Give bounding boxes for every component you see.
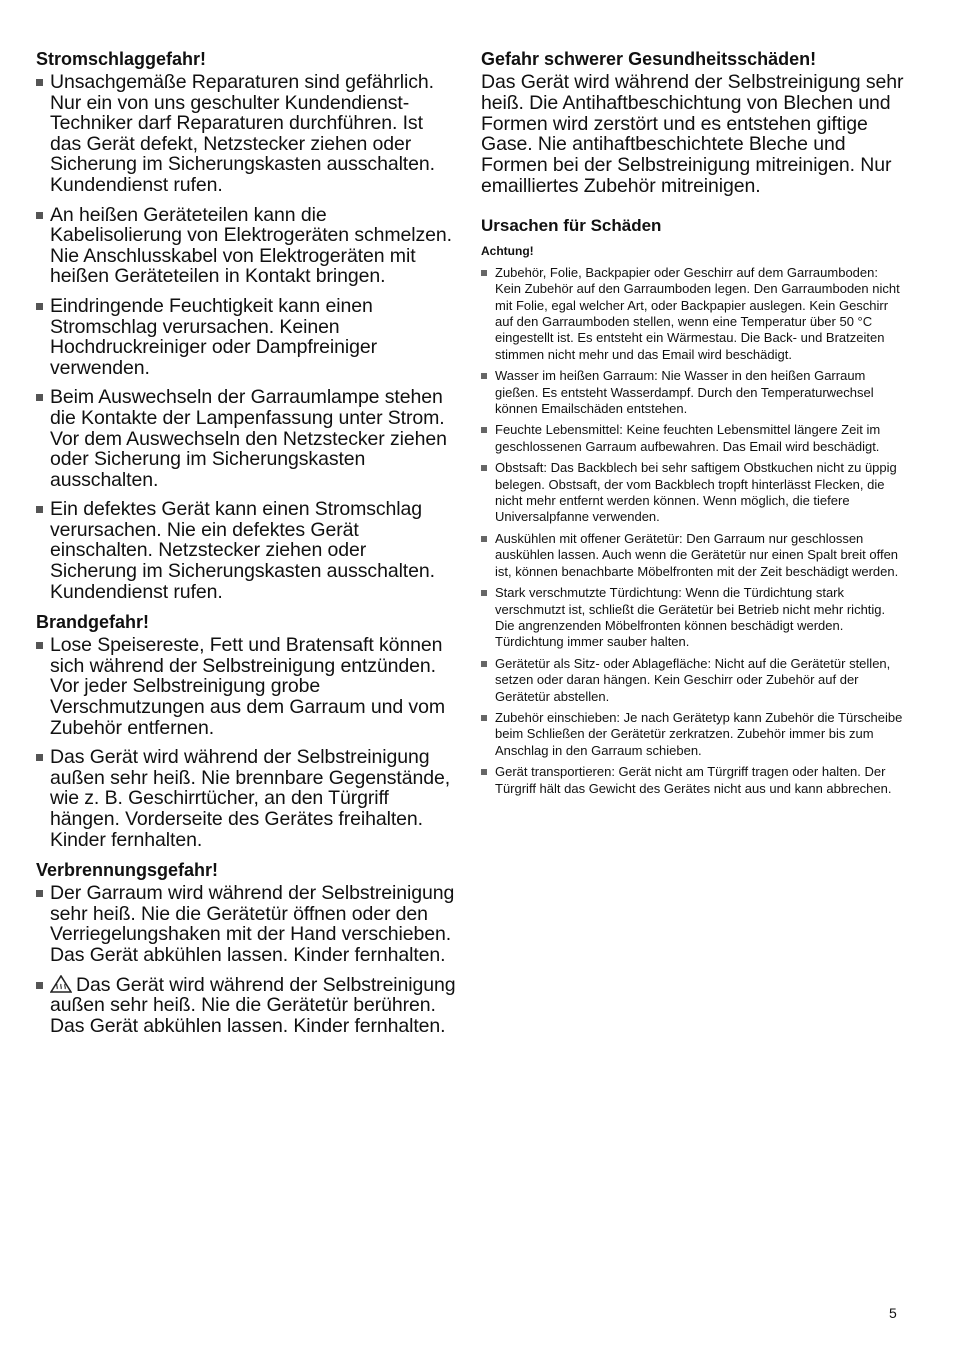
health-hazard-paragraph: Das Gerät wird während der Selbstreinigung sehr heiß. Die Antihaftbeschichtung von Blechen und Formen wird zerstört und es entstehen giftige Gase. Nie antihaftbeschichtete Bleche und Formen bei der Selbstreinigung mitreinigen. Nur emailliertes Zubehör mitreinigen. [481, 71, 904, 197]
list-item: Stark verschmutzte Türdichtung: Wenn die Türdichtung stark verschmutzt ist, schließt die Gerätetür bei Betrieb nicht mehr richtig. Die angrenzenden Möbelfronten können beschädigt werden. Türdichtung immer sauber halten. [481, 585, 906, 651]
list-item: Wasser im heißen Garraum: Nie Wasser in den heißen Garraum gießen. Es entsteht Wasserdampf. Durch den Temperaturwechsel können Emailschäden entstehen. [481, 368, 906, 417]
page-number: 5 [889, 1305, 897, 1321]
left-column [36, 48, 456, 1045]
bullet-square-icon [481, 661, 487, 667]
bullet-square-icon [481, 769, 487, 775]
list-item: Ein defektes Gerät kann einen Stromschlag verursachen. Nie ein defektes Gerät einschalten. Netzstecker ziehen oder Sicherung im Sicherungskasten ausschalten. Kundendienst rufen. [36, 499, 456, 602]
heading-health-hazard: Gefahr schwerer Gesundheitsschäden! [481, 49, 817, 69]
right-column [481, 48, 906, 802]
bullet-square-icon [36, 79, 43, 86]
list-item: Obstsaft: Das Backblech bei sehr saftigem Obstkuchen nicht zu üppig belegen. Obstsaft, der vom Backblech tropft hinterlässt Flecken, die nicht mehr entfernt werden können. Wenn möglich, die tiefere Universalpfanne verwenden. [481, 460, 906, 526]
bullet-square-icon [36, 642, 43, 649]
list-item: Gerät transportieren: Gerät nicht am Türgriff tragen oder halten. Der Türgriff hält das Gewicht des Gerätes nicht aus und kann abbrechen. [481, 764, 906, 797]
list-item: Eindringende Feuchtigkeit kann einen Stromschlag verursachen. Keinen Hochdruckreiniger oder Dampfreiniger verwenden. [36, 296, 456, 378]
heading-damage-causes: Ursachen für Schäden [481, 215, 662, 235]
fire-hazard-list [36, 635, 456, 850]
list-item: Zubehör einschieben: Je nach Gerätetyp kann Zubehör die Türscheibe beim Schließen der Gerätetür zerkratzen. Zubehör immer bis zum Anschlag in den Garraum schieben. [481, 710, 906, 759]
bullet-square-icon [481, 715, 487, 721]
bullet-square-icon [36, 982, 43, 989]
bullet-square-icon [36, 754, 43, 761]
bullet-square-icon [36, 394, 43, 401]
list-item: Feuchte Lebensmittel: Keine feuchten Lebensmittel längere Zeit im geschlossenen Garraum aufbewahren. Das Email wird beschädigt. [481, 422, 906, 455]
burn-hazard-list [36, 883, 456, 1036]
list-item: Zubehör, Folie, Backpapier oder Geschirr auf dem Garraumboden: Kein Zubehör auf den Garraumboden legen. Den Garraumboden nicht mit Folie, egal welcher Art, oder Backpapier auslegen. Kein Geschirr auf den Garraumboden stellen, wenn eine Temperatur über 50 °C eingestellt ist. Es entsteht ein Wärmestau. Die Back- und Bratzeiten stimmen nicht mehr und das Email wird beschädigt. [481, 265, 906, 363]
list-item: Auskühlen mit offener Gerätetür: Den Garraum nur geschlossen auskühlen lassen. Auch wenn die Gerätetür nur einen Spalt breit offen ist, können benachbarte Möbelfronten mit der Zeit beschädigt werden. [481, 531, 906, 580]
list-item: Gerätetür als Sitz- oder Ablagefläche: Nicht auf die Gerätetür stellen, setzen oder daran hängen. Kein Geschirr oder Zubehör auf der Gerätetür abstellen. [481, 656, 906, 705]
bullet-square-icon [36, 506, 43, 513]
list-item: Das Gerät wird während der Selbstreinigung außen sehr heiß. Nie die Gerätetür berühren. Das Gerät abkühlen lassen. Kinder fernhalten. [36, 975, 456, 1037]
hot-surface-warning-icon [50, 975, 72, 993]
bullet-square-icon [481, 427, 487, 433]
bullet-square-icon [481, 270, 487, 276]
damage-causes-list [481, 265, 906, 797]
bullet-square-icon [481, 590, 487, 596]
bullet-square-icon [36, 890, 43, 897]
attention-label: Achtung! [481, 243, 534, 258]
bullet-square-icon [36, 212, 43, 219]
heading-fire-hazard: Brandgefahr! [36, 612, 150, 633]
list-item: Der Garraum wird während der Selbstreinigung sehr heiß. Nie die Gerätetür öffnen oder den Verriegelungshaken mit der Hand verschieben. Das Gerät abkühlen lassen. Kinder fernhalten. [36, 883, 456, 965]
heading-burn-hazard: Verbrennungsgefahr! [36, 860, 219, 881]
list-item: Beim Auswechseln der Garraumlampe stehen die Kontakte der Lampenfassung unter Strom. Vor dem Auswechseln den Netzstecker ziehen oder Sicherung im Sicherungskasten ausschalten. [36, 387, 456, 490]
bullet-square-icon [481, 536, 487, 542]
list-item: An heißen Geräteteilen kann die Kabelisolierung von Elektrogeräten schmelzen. Nie Anschlusskabel von Elektrogeräten mit heißen Geräteteilen in Kontakt bringen. [36, 205, 456, 287]
bullet-square-icon [481, 465, 487, 471]
list-item: Unsachgemäße Reparaturen sind gefährlich. Nur ein von uns geschulter Kundendienst-Techniker darf Reparaturen durchführen. Ist das Gerät defekt, Netzstecker ziehen oder Sicherung im Sicherungskasten ausschalten. Kundendienst rufen. [36, 72, 456, 196]
bullet-square-icon [481, 373, 487, 379]
electric-shock-list [36, 72, 456, 602]
list-item: Lose Speisereste, Fett und Bratensaft können sich während der Selbstreinigung entzünden. Vor jeder Selbstreinigung grobe Verschmutzungen aus dem Garraum und vom Zubehör entfernen. [36, 635, 456, 738]
list-item: Das Gerät wird während der Selbstreinigung außen sehr heiß. Nie brennbare Gegenstände, wie z. B. Geschirrtücher, an den Türgriff hängen. Vorderseite des Gerätes freihalten. Kinder fernhalten. [36, 747, 456, 850]
heading-electric-shock: Stromschlaggefahr! [36, 49, 207, 69]
bullet-square-icon [36, 303, 43, 310]
